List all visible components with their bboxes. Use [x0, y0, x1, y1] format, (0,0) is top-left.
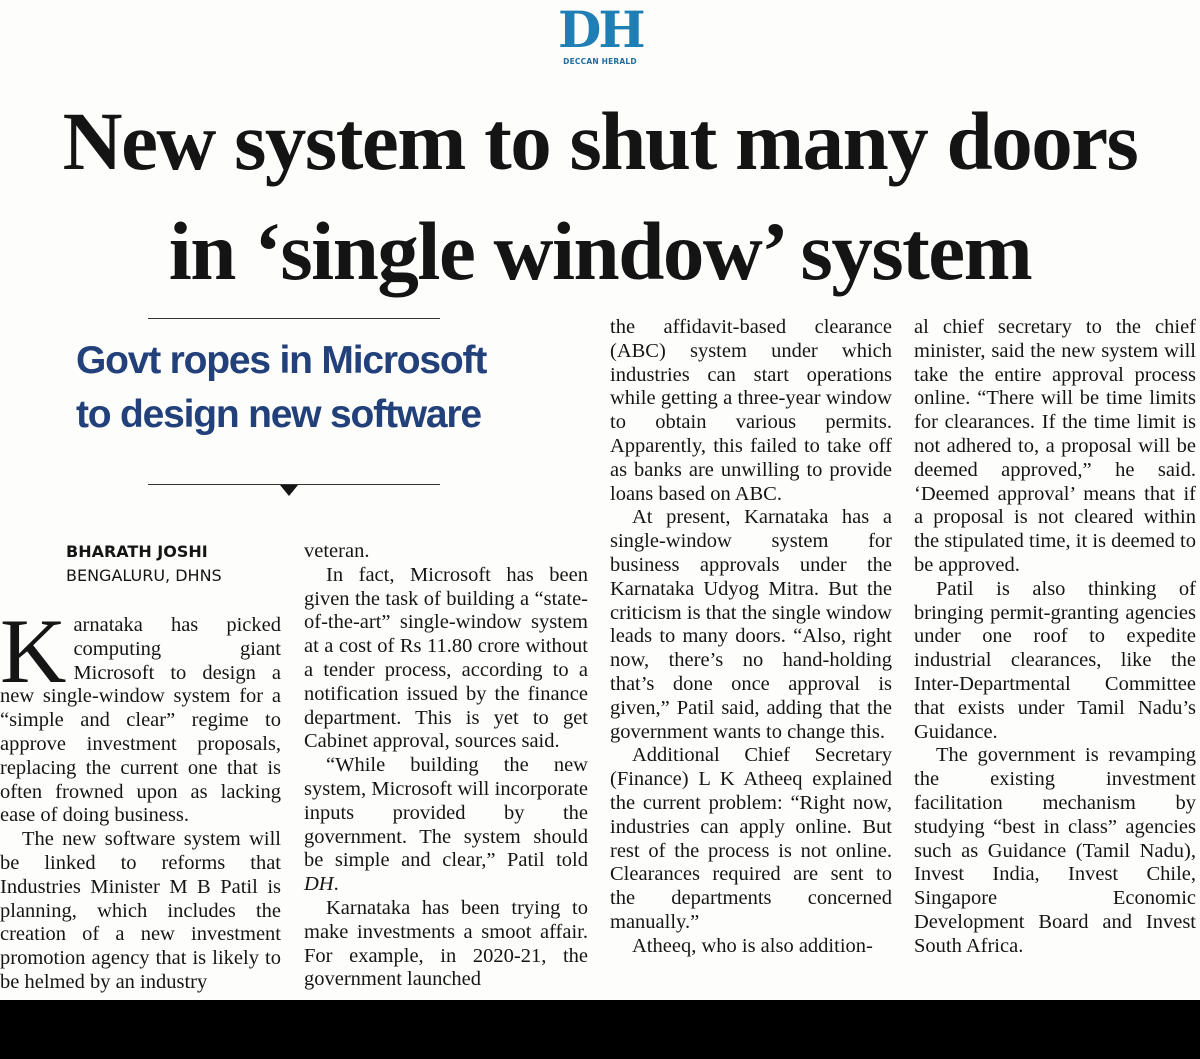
- paragraph-text: arnataka has picked computing giant Microsoft to design a new single-window system for a “simple and clear” regime to approve investment proposals, replacing the current one that is often frowned upon as lacking ease of doing business.: [0, 614, 281, 827]
- byline-author: BHARATH JOSHI: [66, 542, 208, 561]
- paragraph-text: “While building the new system, Microsoft will incorporate inputs provided by the government. The system should be simple and clear,” Patil told: [304, 754, 588, 872]
- bottom-black-bar: [0, 1000, 1200, 1059]
- subhead: [76, 334, 556, 442]
- article-paragraph: al chief secretary to the chief minister, said the new system will take the entire approval process online. “There will be time limits for clearances. If the time limit is not adhered to, a proposal will be deemed approved,” he said. ‘Deemed approval’ means that if a proposal is not cleared within the stipulated time, it is deemed to be approved.: [914, 316, 1196, 576]
- article-paragraph: In fact, Microsoft has been given the task of building a “state-of-the-art” single-window system at a cost of Rs 11.80 crore without a tender process, according to a notification issued by the finance department. This is yet to get Cabinet approval, sources said.: [304, 563, 588, 753]
- article-column-3: [610, 316, 892, 959]
- article-column-2: [304, 540, 588, 992]
- article-paragraph: Patil is also thinking of bringing permit-granting agencies under one roof to expedite industrial clearances, like the Inter-Departmental Committee that exists under Tamil Nadu’s Guidance.: [914, 577, 1196, 743]
- byline-dateline: BENGALURU, DHNS: [66, 566, 222, 585]
- subhead-line-2: to design new software: [76, 393, 481, 436]
- headline-line-1: New system to shut many doors: [62, 95, 1138, 187]
- article-paragraph: the affidavit-based clearance (ABC) system under which industries can start operations while getting a three-year window to obtain various permits. Apparently, this failed to take off as banks are unwilling to provide loans based on ABC.: [610, 316, 892, 505]
- down-arrow-icon: [280, 485, 298, 496]
- subhead-top-rule: [148, 318, 440, 319]
- article-paragraph: Additional Chief Secretary (Finance) L K Atheeq explained the current problem: “Right now, industries can apply online. But rest of the process is not online. Clearances required are sent to the departments concerned manually.”: [610, 744, 892, 933]
- paragraph-text: .: [333, 873, 339, 896]
- dh-logo: [558, 0, 643, 66]
- article-paragraph: [0, 600, 281, 828]
- article-column-1: [0, 600, 281, 995]
- subhead-line-1: Govt ropes in Microsoft: [76, 339, 487, 382]
- article-paragraph: The new software system will be linked to reforms that Industries Minister M B Patil is planning, which includes the creation of a new investment promotion agency that is likely to be helmed by an industry: [0, 828, 281, 993]
- article-paragraph: Atheeq, who is also addition-: [632, 934, 873, 957]
- article-paragraph: [304, 754, 588, 897]
- article-column-4: [914, 316, 1196, 959]
- drop-cap: K: [0, 600, 67, 702]
- logo-name: DECCAN HERALD: [563, 57, 637, 66]
- article-paragraph: veteran.: [304, 540, 370, 562]
- article-paragraph: At present, Karnataka has a single-window system for business approvals under the Karnataka Udyog Mitra. But the criticism is that the single window leads to many doors. “Also, right now, there’s no hand-holding that’s done once approval is given,” Patil said, adding that the government wants to change this.: [610, 506, 892, 743]
- article-paragraph: Karnataka has been trying to make investments a smoot affair. For example, in 2020-21, the government launched: [304, 896, 588, 991]
- headline: [0, 86, 1200, 306]
- logo-mark: DH: [558, 0, 643, 59]
- headline-line-2: in ‘single window’ system: [168, 205, 1032, 297]
- paper-abbreviation: DH: [304, 873, 334, 896]
- byline: [66, 540, 222, 588]
- article-paragraph: The government is revamping the existing investment facilitation mechanism by studying “best in class” agencies such as Guidance (Tamil Nadu), Invest India, Invest Chile, Singapore Economic Development Board and Invest South Africa.: [914, 744, 1196, 957]
